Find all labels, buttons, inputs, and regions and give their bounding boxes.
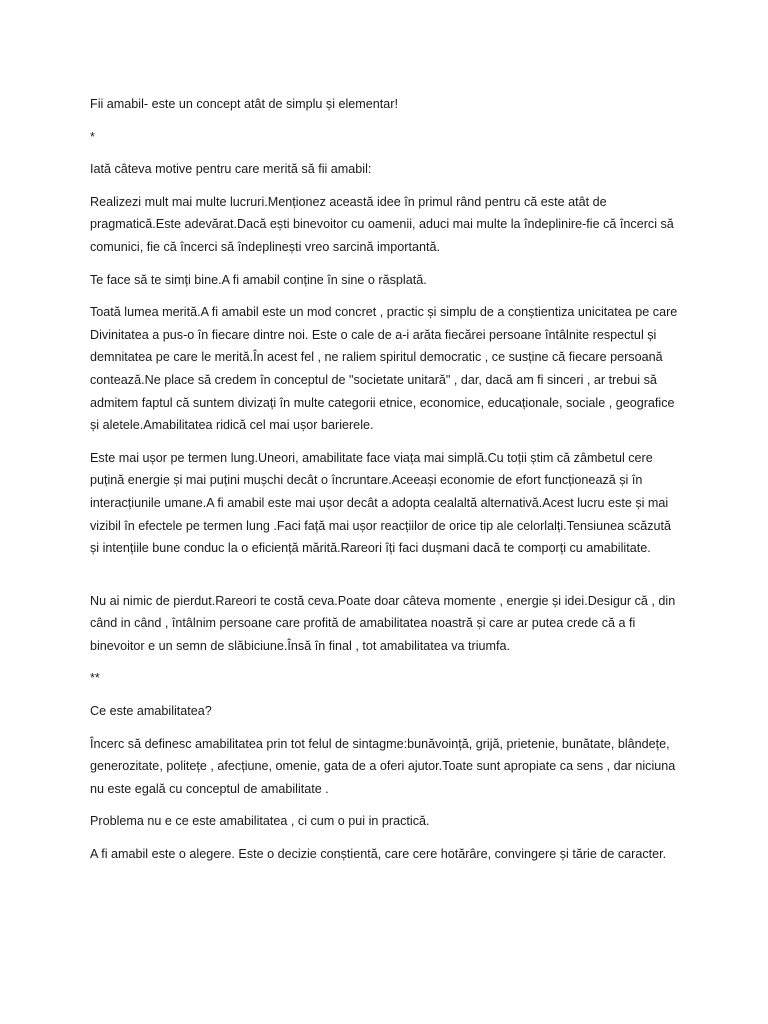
paragraph-reason-nothing-to-lose: Nu ai nimic de pierdut.Rareori te costă ceva.Poate doar câteva momente , energie și idei.Desigur că , din când in când , întâlnim persoane care profită de amabilitatea noastră și care ar putea crede că a fi binevoitor e un semn de slăbiciune.Însă în final , tot amabilitatea va triumfa. bbox=[90, 593, 676, 653]
paragraph-choice: A fi amabil este o alegere. Este o decizie conștientă, care cere hotărâre, convingere și tărie de caracter. bbox=[90, 847, 667, 862]
separator-asterisk: * bbox=[90, 129, 95, 144]
paragraph-reason-long-term: Este mai ușor pe termen lung.Uneori, amabilitate face viața mai simplă.Cu toții știm că zâmbetul cere puțină energie și mai puțini mușchi decât o încruntare.Aceeași economie de efort funcționează și în interacțiunile umane.A fi amabil este mai ușor decât a adopta cealaltă alternativă.Acest lucru este și mai vizibil în efectele pe termen lung .Faci față mai ușor reacțiilor de orice tip ale celorlalți.Tensiunea scăzută și intențiile bune conduc la o eficiență mărită.Rareori îți faci dușmani dacă te comporți cu amabilitate. bbox=[90, 450, 671, 556]
paragraph-reason-everyone-deserves: Toată lumea merită.A fi amabil este un mod concret , practic și simplu de a conștientiza unicitatea pe care Divinitatea a pus-o în fiecare dintre noi. Este o cale de a-i arăta fiecărei persoane întâlnite respectul și demnitatea pe care le merită.În acest fel , ne raliem spiritul democratic , ce susține că fiecare persoană contează.Ne place să credem în conceptul de "societate unitară" , dar, dacă am fi sinceri , ar trebui să admitem faptul că suntem divizați în multe categorii etnice, economice, educaționale, sociale , geografice și aletele.Amabilitatea ridică cel mai ușor barierele. bbox=[90, 305, 678, 433]
paragraph-reason-feel-good: Te face să te simți bine.A fi amabil conține în sine o răsplată. bbox=[90, 272, 427, 287]
paragraph-definition: Încerc să definesc amabilitatea prin tot felul de sintagme:bunăvoință, grijă, prietenie, bunătate, blândețe, generozitate, politețe , afecțiune, omenie, gata de a oferi ajutor.Toate sunt apropiate ca sens , dar niciuna nu este egală cu conceptul de amabilitate . bbox=[90, 736, 676, 796]
separator-double-asterisk: ** bbox=[90, 671, 100, 686]
document-body bbox=[90, 93, 680, 876]
paragraph-reason-productivity: Realizezi mult mai multe lucruri.Menționez această idee în primul rând pentru că este atât de pragmatică.Este adevărat.Dacă ești binevoitor cu oamenii, aduci mai multe la îndeplinire-fie că încerci să comunici, fie că încerci să îndeplinești vreo sarcină importantă. bbox=[90, 194, 674, 254]
paragraph-reasons-heading: Iată câteva motive pentru care merită să fii amabil: bbox=[90, 162, 372, 177]
paragraph-question-heading: Ce este amabilitatea? bbox=[90, 704, 212, 719]
paragraph-intro: Fii amabil- este un concept atât de simplu și elementar! bbox=[90, 97, 398, 111]
paragraph-practice: Problema nu e ce este amabilitatea , ci cum o pui in practică. bbox=[90, 814, 430, 829]
